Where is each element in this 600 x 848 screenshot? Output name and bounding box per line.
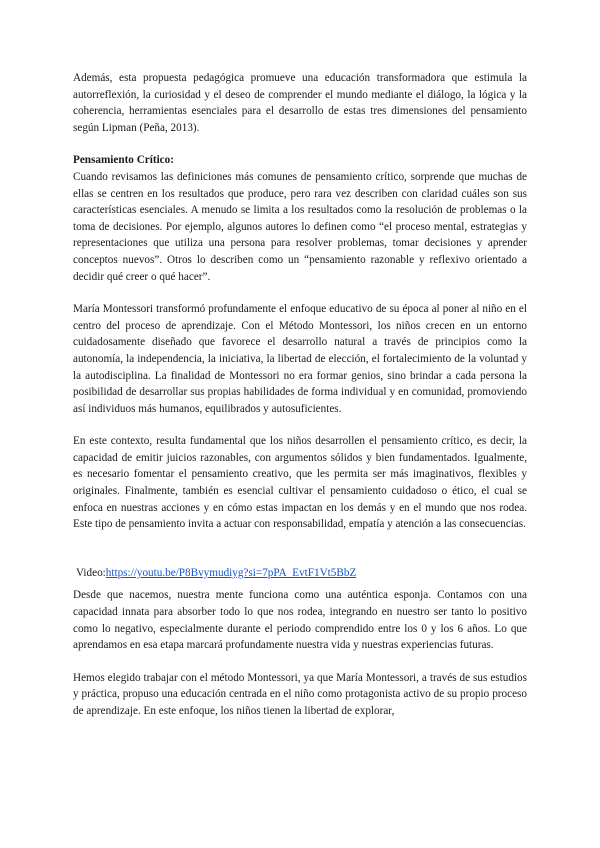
video-link[interactable]: https://youtu.be/P8Bvymudiyg?si=7pPA_EvtF1Vt5BbZ [105,566,357,579]
paragraph-method-choice: Hemos elegido trabajar con el método Montessori, ya que María Montessori, a través de sus estudios y práctica, propuso una educación centrada en el niño como protagonista activo de su propio proceso de aprendizaje. En este enfoque, los niños tienen la libertad de explorar, [73,671,527,717]
video-line [73,565,527,582]
section-heading: Pensamiento Crítico: [73,154,174,167]
document-page [73,70,527,720]
paragraph-montessori: María Montessori transformó profundamente el enfoque educativo de su época al poner al niño en el centro del proceso de aprendizaje. Con el Método Montessori, los niños crecen en un entorno cuidadosamente diseñado que favorece el desarrollo natural a través de principios como la autonomía, la independencia, la iniciativa, la libertad de elección, el fortalecimiento de la voluntad y la autodisciplina. La finalidad de Montessori no era formar genios, sino brindar a cada persona la posibilidad de desarrollar sus propias habilidades de forma individual y en comunidad, promoviendo así individuos más humanos, equilibrados y autosuficientes. [73,303,527,415]
paragraph-intro: Además, esta propuesta pedagógica promueve una educación transformadora que estimula la autorreflexión, la curiosidad y el deseo de comprender el mundo mediante el diálogo, la lógica y la coherencia, herramientas esenciales para el desarrollo de estas tres dimensiones del pensamiento según Lipman (Peña, 2013). [73,72,527,134]
video-label: Video: [76,566,106,579]
paragraph-sponge: Desde que nacemos, nuestra mente funciona como una auténtica esponja. Contamos con una capacidad innata para absorber todo lo que nos rodea, integrando en nuestro ser tanto lo positivo como lo negativo, especialmente durante el periodo comprendido entre los 0 y los 6 años. Lo que aprendamos en esa etapa marcará profundamente nuestra vida y nuestras experiencias futuras. [73,589,527,652]
paragraph-critical-thinking: Cuando revisamos las definiciones más comunes de pensamiento crítico, sorprende que muchas de ellas se centren en los resultados que produce, pero rara vez describen con claridad cuáles son sus características esenciales. A menudo se limita a los resultados como la resolución de problemas o la toma de decisiones. Por ejemplo, algunos autores lo definen como “el proceso mental, estrategias y representaciones que utiliza una persona para resolver problemas, tomar decisiones y aprender conceptos nuevos”. Otros lo describen como un “pensamiento razonable y reflexivo orientado a decidir qué creer o qué hacer”. [73,170,527,283]
paragraph-context: En este contexto, resulta fundamental que los niños desarrollen el pensamiento crítico, es decir, la capacidad de emitir juicios razonables, con argumentos sólidos y bien fundamentados. Igualmente, es necesario fomentar el pensamiento creativo, que les permita ser más imaginativos, flexibles y originales. Finalmente, también es esencial cultivar el pensamiento cuidadoso o ético, el cual se enfoca en nuestras acciones y en cómo estas impactan en los demás y en el mundo que nos rodea. Este tipo de pensamiento invita a actuar con responsabilidad, empatía y atención a las consecuencias. [73,435,527,531]
